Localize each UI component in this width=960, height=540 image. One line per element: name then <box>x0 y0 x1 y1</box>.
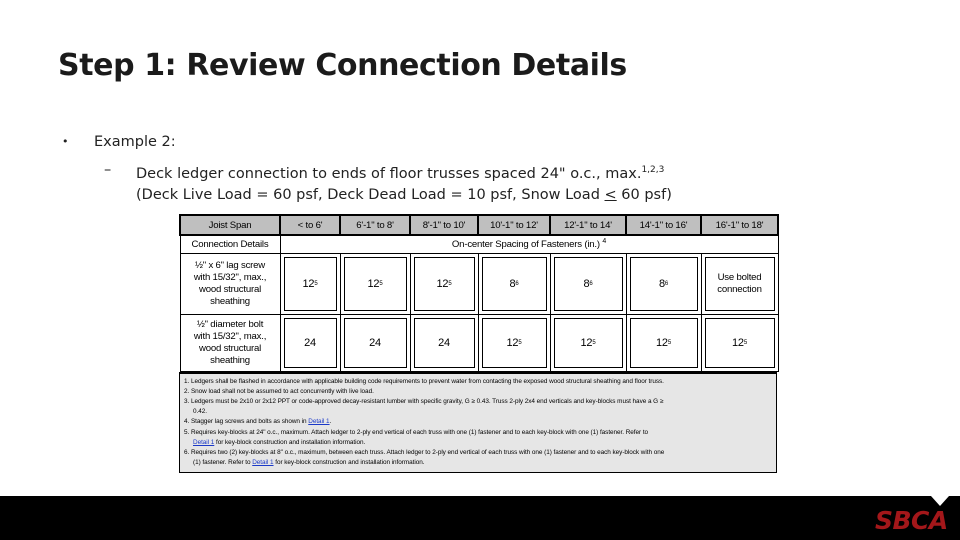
table-subheader-row <box>180 235 778 253</box>
connection-table <box>179 214 777 473</box>
bullet-line-2 <box>136 187 672 203</box>
table-footnotes <box>179 372 777 474</box>
spacing-span-label: On-center Spacing of Fasteners (in.) $^4$ <box>280 235 778 253</box>
detail-1-link[interactable]: Detail 1 <box>193 438 215 446</box>
table-header: 10'-1" to 12' <box>478 215 550 235</box>
table-header: 16'-1" to 18' <box>701 215 778 235</box>
bullet-dot-icon: • <box>62 135 69 148</box>
table-cell: 8 6 <box>550 253 626 314</box>
sbca-logo: SBCA <box>875 506 948 535</box>
table-row <box>180 314 778 371</box>
table-cell: 24 <box>340 314 410 371</box>
lte-symbol: < <box>604 187 617 203</box>
footnote-6: 6. Requires two (2) key-blocks at 8" o.c., maximum, between each truss. Attach ledger to 2-ply end vertical of each truss with one (1) fastener and to each key-block with one <box>184 448 665 456</box>
table-cell: 12 5 <box>280 253 340 314</box>
detail-1-link[interactable]: Detail 1 <box>308 418 330 426</box>
table-header: 14'-1" to 16' <box>626 215 701 235</box>
footer-notch-icon <box>931 496 949 506</box>
table-cell: 12 5 <box>626 314 701 371</box>
table-row <box>180 253 778 314</box>
table-cell: Use bolted connection <box>701 253 778 314</box>
connection-details-label: Connection Details <box>180 235 280 253</box>
table-cell: 12 5 <box>340 253 410 314</box>
table-header: Joist Span <box>180 215 280 235</box>
footnote-2: 2. Snow load shall not be assumed to act concurrently with live load. <box>184 387 374 395</box>
bullet-dash-icon: – <box>104 162 112 178</box>
table-cell: 12 5 <box>701 314 778 371</box>
row-label-lag-screw: ½" x 6" lag screw with 15/32", max., wood structural sheathing <box>180 253 280 314</box>
row-label-bolt: ½" diameter bolt with 15/32", max., wood structural sheathing <box>180 314 280 371</box>
footnote-3-cont: 0.42. <box>193 408 207 416</box>
footnote-5: 5. Requires key-blocks at 24" o.c., maximum. Attach ledger to 2-ply end vertical of each truss with one (1) fastener and to each key-block with one (1) fastener. Refer to <box>184 428 649 436</box>
footnote-6-cont: (1) fastener. Refer to Detail 1 for key-block construction and installation information. <box>193 459 425 467</box>
footnote-refs: 1,2,3 <box>641 165 665 175</box>
table-cell: 8 6 <box>626 253 701 314</box>
footnote-3: 3. Ledgers must be 2x10 or 2x12 PPT or code-approved decay-resistant lumber with specific gravity, G ≥ 0.43. Truss 2-ply 2x4 end verticals and key-blocks must have a G ≥ <box>184 397 664 405</box>
table-cell: 24 <box>280 314 340 371</box>
footnote-4: 4. Stagger lag screws and bolts as shown in Detail 1. <box>184 418 332 426</box>
table-header-row <box>180 215 778 235</box>
detail-1-link[interactable]: Detail 1 <box>252 459 274 467</box>
bullet-text: Example 2: <box>94 134 176 150</box>
table-header: 8'-1" to 10' <box>410 215 478 235</box>
load-text-end: 60 psf) <box>616 187 672 203</box>
footnote-5-cont: Detail 1 for key-block construction and installation information. <box>193 438 366 446</box>
table-header: 6'-1" to 8' <box>340 215 410 235</box>
table-cell: 12 5 <box>550 314 626 371</box>
table-cell: 8 6 <box>478 253 550 314</box>
table-cell: 24 <box>410 314 478 371</box>
footer-bar <box>0 496 960 540</box>
table-cell: 12 5 <box>478 314 550 371</box>
load-text: (Deck Live Load = 60 psf, Deck Dead Load = 10 psf, Snow Load <box>136 187 605 203</box>
fastener-spacing-table <box>179 214 779 372</box>
bullet-line-1: Deck ledger connection to ends of floor trusses spaced 24" o.c., max. <box>136 166 642 182</box>
table-header: 12'-1" to 14' <box>550 215 626 235</box>
table-cell: 12 5 <box>410 253 478 314</box>
footnote-1: 1. Ledgers shall be flashed in accordance with applicable building code requirements to prevent water from contacting the exposed wood structural sheathing and floor truss. <box>184 377 664 385</box>
slide-title: Step 1: Review Connection Details <box>58 48 627 83</box>
bullet-text <box>136 160 672 206</box>
table-header: < to 6' <box>280 215 340 235</box>
